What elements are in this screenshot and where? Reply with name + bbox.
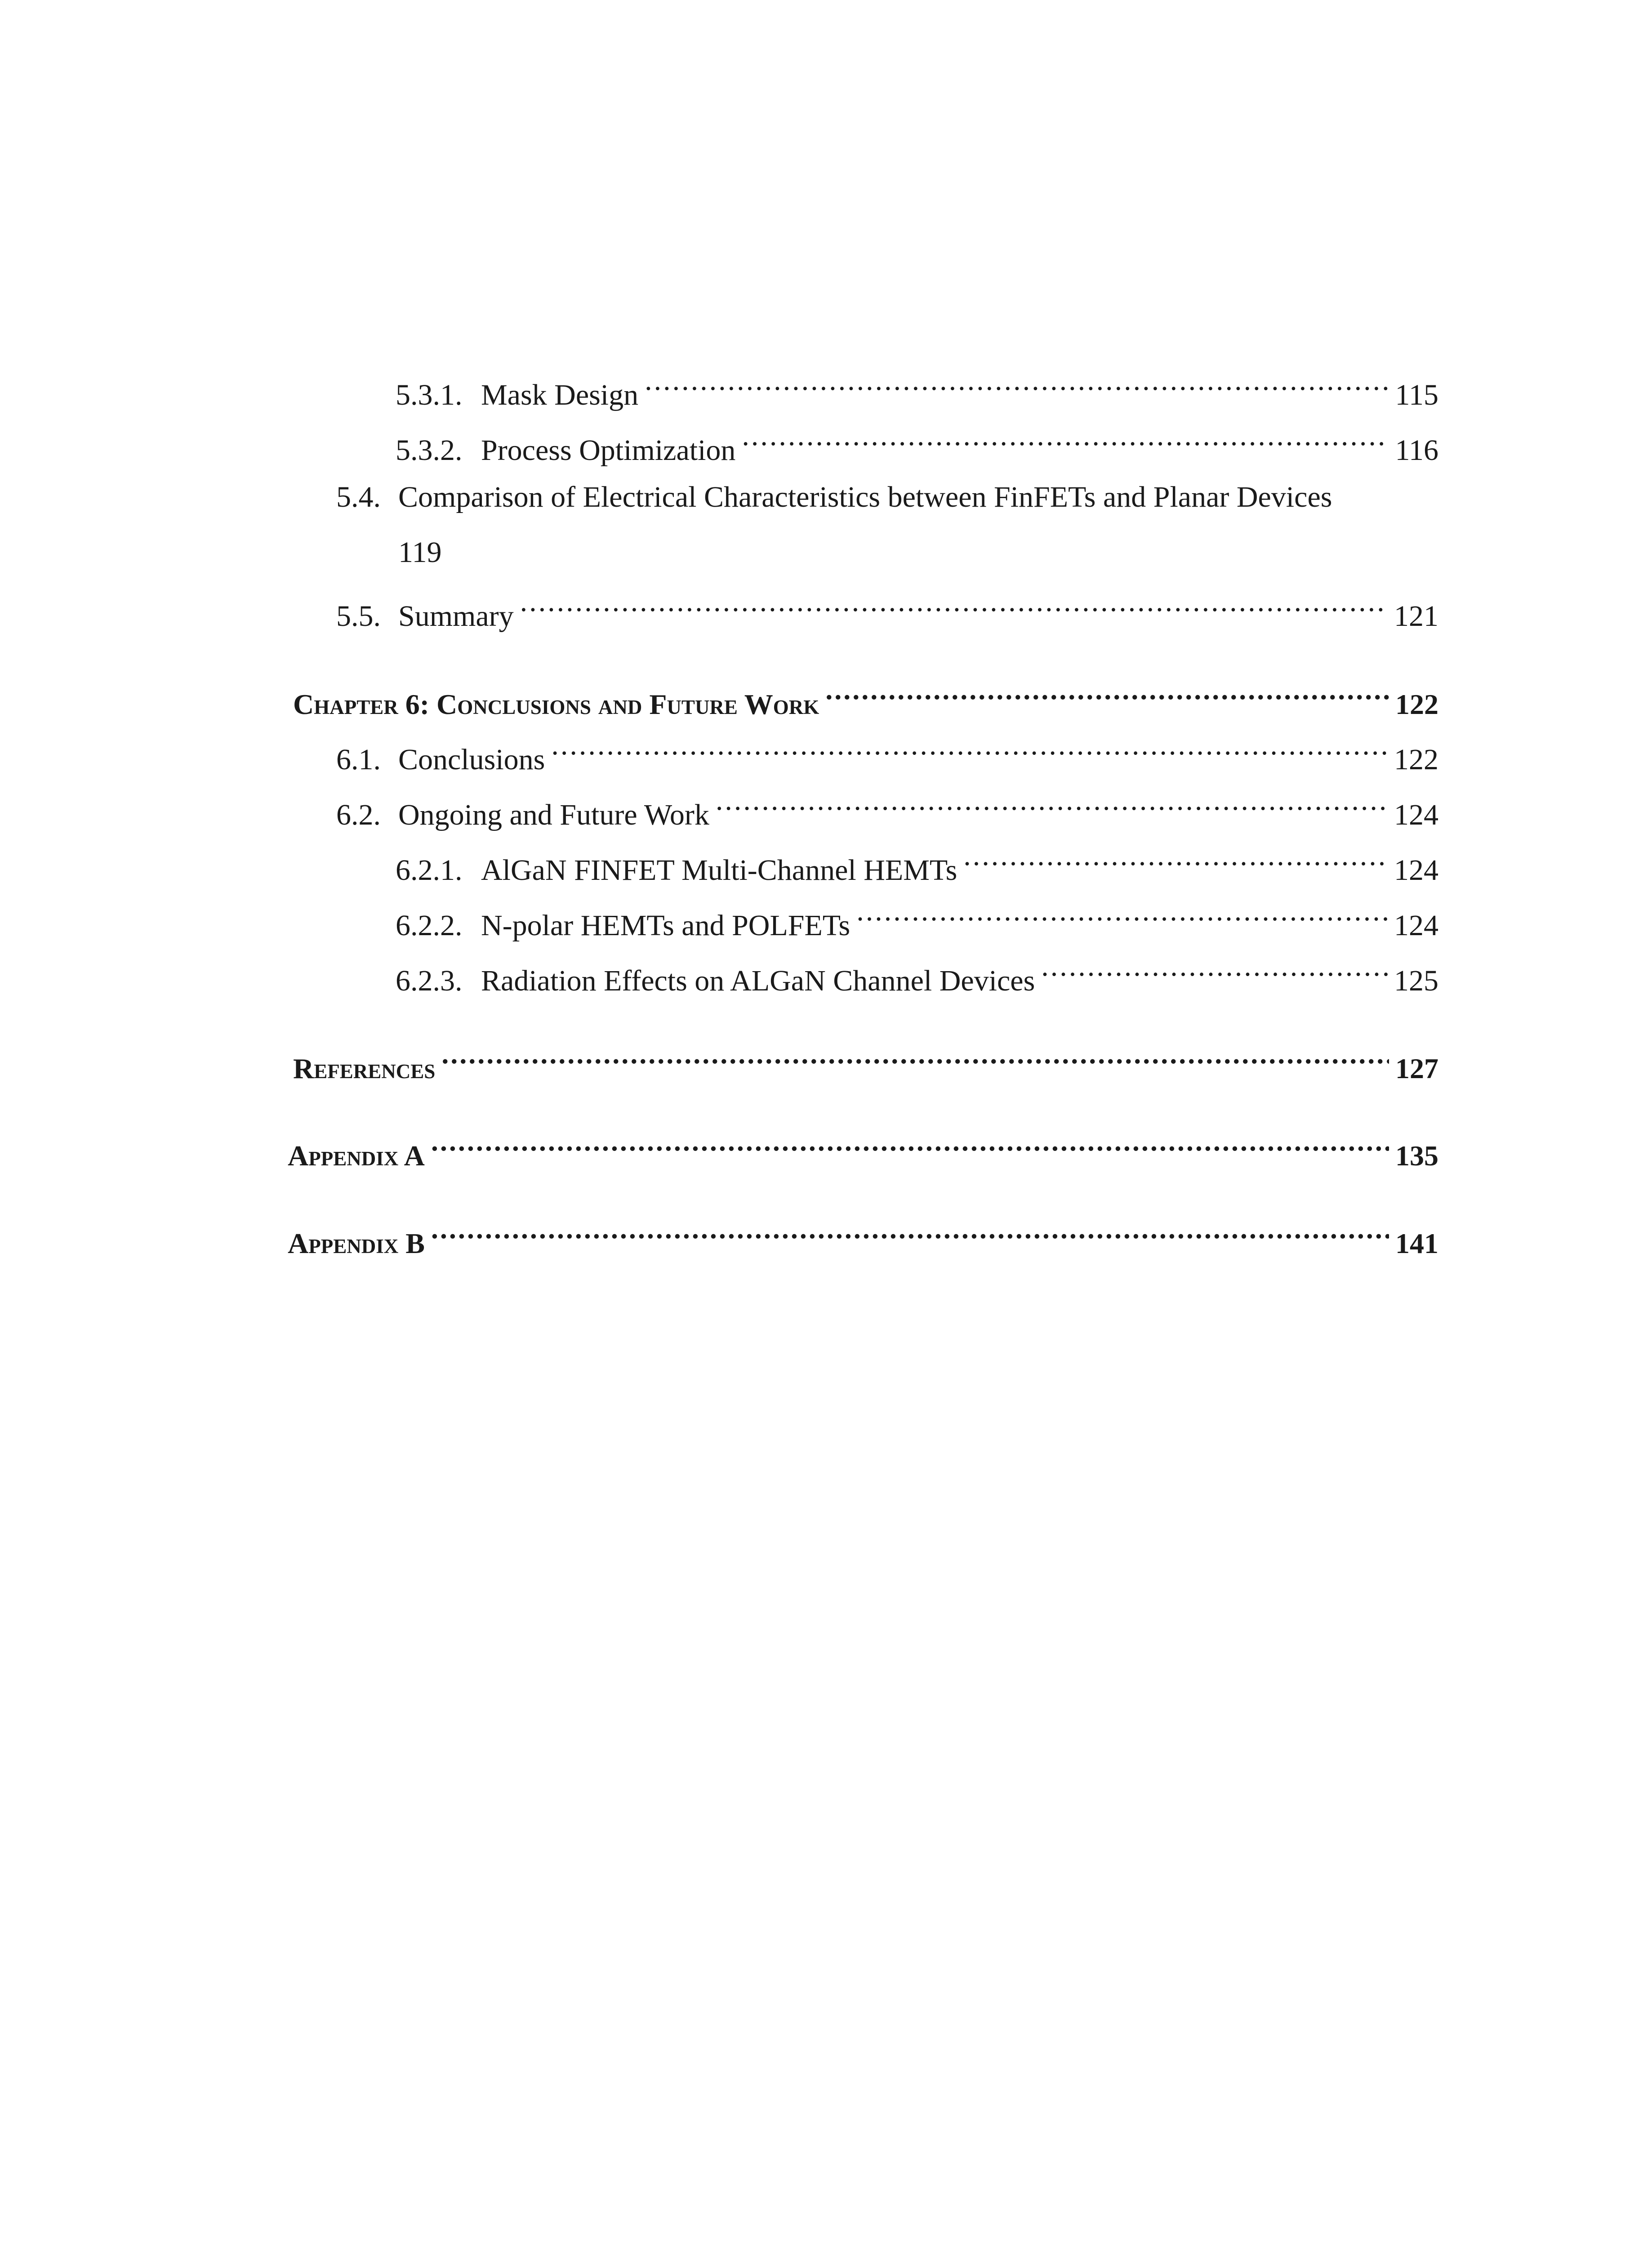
section-number: 6.2.3. [396,964,463,997]
section-title: Process Optimization [481,434,736,467]
section-number: 5.3.2. [396,434,463,467]
section-title: Summary [398,600,514,633]
section-title: AlGaN FINFET Multi-Channel HEMTs [481,854,957,887]
section-number: 6.2. [336,798,381,831]
page-number: 122 [1394,743,1438,776]
toc-entry-6-2-2[interactable] [396,899,1438,942]
toc-chapter-6[interactable] [293,678,1438,720]
dot-leader [716,789,1388,825]
section-number: 5.4. [336,481,381,513]
dot-leader [431,1217,1389,1253]
toc-entry-5-3-1[interactable] [396,369,1438,411]
toc-entry-6-2-1[interactable] [396,844,1438,887]
section-title: Ongoing and Future Work [398,798,709,831]
dot-leader [441,1042,1389,1078]
page-number: 124 [1394,854,1438,887]
dot-leader [431,1129,1389,1165]
page-number: 125 [1394,964,1438,997]
toc-appendix-a[interactable] [288,1129,1438,1172]
page-number: 122 [1395,688,1438,720]
page-number: 127 [1395,1053,1438,1084]
page-number: 119 [398,536,442,569]
section-title: Radiation Effects on ALGaN Channel Devices [481,964,1035,997]
dot-leader [1041,955,1388,990]
dot-leader [645,369,1389,405]
dot-leader [551,733,1388,769]
section-number: 6.1. [336,743,381,776]
chapter-title: References [293,1053,436,1084]
dot-leader [825,678,1389,714]
section-title: Mask Design [481,379,639,411]
page-number: 141 [1395,1227,1438,1259]
section-title: Comparison of Electrical Characteristics between FinFETs and Planar Devices [398,481,1332,513]
page-number: 115 [1395,379,1438,411]
section-number: 5.3.1. [396,379,463,411]
dot-leader [856,899,1388,935]
page-number: 124 [1394,909,1438,942]
section-number: 5.5. [336,600,381,633]
dot-leader [963,844,1388,880]
toc-entry-6-2[interactable] [336,789,1438,831]
section-number: 6.2.1. [396,854,463,887]
toc-entry-5-3-2[interactable] [396,424,1438,467]
toc-references[interactable] [293,1042,1438,1084]
chapter-title: Appendix B [288,1227,425,1259]
toc-appendix-b[interactable] [288,1217,1438,1259]
toc-entry-5-4[interactable] [336,479,1332,515]
section-title: Conclusions [398,743,545,776]
chapter-title: Appendix A [288,1140,425,1172]
page-number: 121 [1394,600,1438,633]
dot-leader [520,590,1388,626]
section-title: N-polar HEMTs and POLFETs [481,909,850,942]
section-number: 6.2.2. [396,909,463,942]
page-number: 116 [1395,434,1438,467]
toc-entry-6-2-3[interactable] [396,955,1438,997]
toc-entry-5-5[interactable] [336,590,1438,633]
page-number: 135 [1395,1140,1438,1172]
page-number: 124 [1394,798,1438,831]
toc-entry-6-1[interactable] [336,733,1438,776]
chapter-title: Chapter 6: Conclusions and Future Work [293,688,819,720]
dot-leader [742,424,1389,460]
